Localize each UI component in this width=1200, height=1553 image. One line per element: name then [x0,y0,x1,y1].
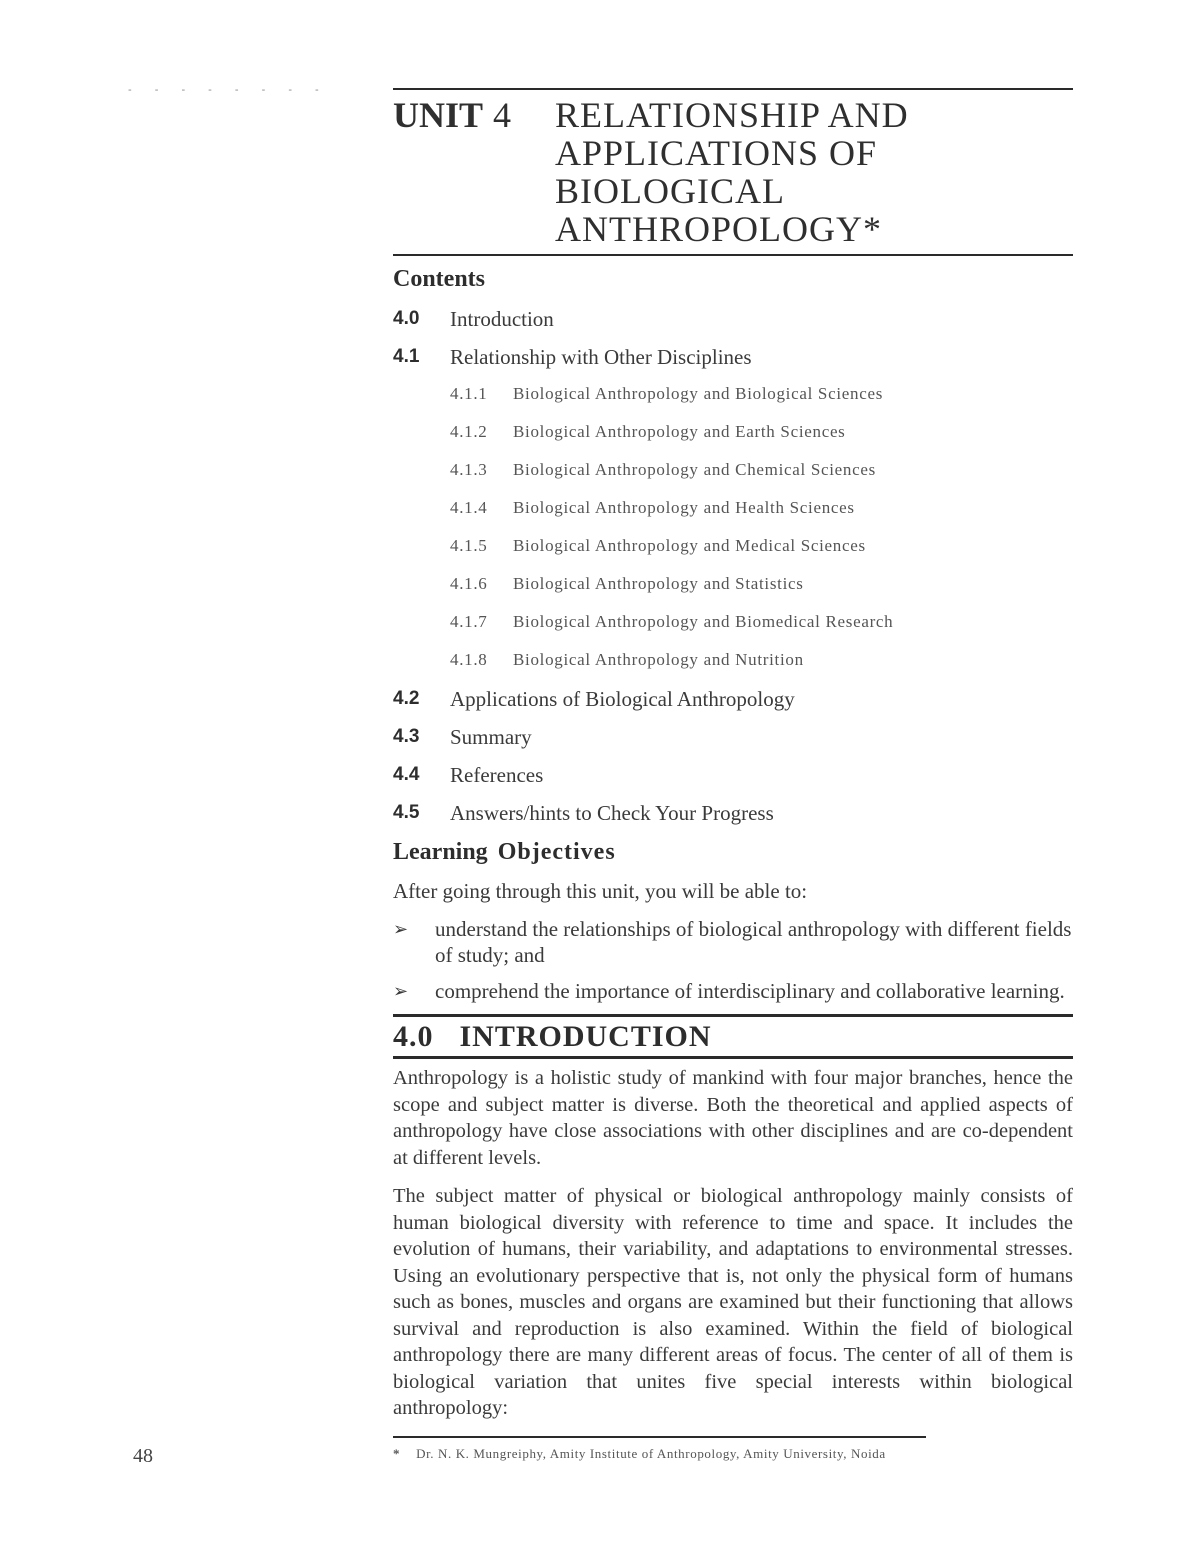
toc-item [393,763,1073,787]
lo-heading-word2: Objectives [497,839,616,865]
toc-item [393,345,1073,369]
objective-bullet [393,916,1073,968]
toc-subitem [450,459,1073,481]
unit-title-line: RELATIONSHIP AND [555,95,909,135]
toc-subitem [450,573,1073,595]
toc-number: 4.3 [393,726,420,747]
toc-text: Applications of Biological Anthropology [450,687,795,711]
toc-text: Relationship with Other Disciplines [450,345,752,369]
footnote-text: Dr. N. K. Mungreiphy, Amity Institute of Anthropology, Amity University, Noida [416,1446,886,1461]
toc-item [393,801,1073,825]
toc-sub-text: Biological Anthropology and Chemical Sciences [513,460,876,479]
objective-text: understand the relationships of biological anthropology with different fields of study; and [435,917,1072,967]
section-title: INTRODUCTION [459,1020,712,1053]
toc-sub-text: Biological Anthropology and Biological Sciences [513,384,884,403]
body-paragraph: Anthropology is a holistic study of mankind with four major branches, hence the scope and subject matter is diverse. Both the theoretical and applied aspects of anthropology have close associations with other disciplines and are co-dependent at different levels. [393,1067,1073,1169]
toc-number: 4.4 [393,764,420,785]
section-heading-introduction [393,1014,1073,1059]
unit-title [555,96,909,248]
toc-sub-number: 4.1.8 [450,650,488,669]
toc-text: Answers/hints to Check Your Progress [450,801,774,825]
toc-text: Introduction [450,307,554,331]
toc-sub-number: 4.1.7 [450,612,488,631]
toc-sub-number: 4.1.3 [450,460,488,479]
objective-text: comprehend the importance of interdisciplinary and collaborative learning. [435,979,1065,1003]
footnote-marker: * [393,1446,401,1461]
unit-title-line: ANTHROPOLOGY* [555,209,882,249]
toc-sub-text: Biological Anthropology and Medical Sciences [513,536,866,555]
learning-objectives-intro: After going through this unit, you will be able to: [393,879,808,903]
toc-sub-text: Biological Anthropology and Health Sciences [513,498,855,517]
toc-sub-number: 4.1.1 [450,384,488,403]
page-number: 48 [133,1445,153,1467]
toc-sub-number: 4.1.5 [450,536,488,555]
toc-item [393,307,1073,331]
toc-subitem [450,535,1073,557]
toc-sub-text: Biological Anthropology and Statistics [513,574,804,593]
lo-heading-word1: Learning [393,839,488,865]
unit-word: UNIT [393,95,484,135]
margin-mark: - - - - - - - - [128,84,329,96]
page-content [393,88,1073,1434]
toc-sub-text: Biological Anthropology and Earth Sciences [513,422,846,441]
footnote [393,1446,886,1462]
toc-subitem [450,421,1073,443]
toc-sub-number: 4.1.6 [450,574,488,593]
unit-title-line: BIOLOGICAL [555,171,785,211]
toc-sub-number: 4.1.4 [450,498,488,517]
toc-subitem [450,611,1073,633]
objective-bullet [393,978,1073,1004]
toc-number: 4.0 [393,308,420,329]
section-number: 4.0 [393,1020,434,1053]
toc-sub-text: Biological Anthropology and Nutrition [513,650,804,669]
arrow-bullet-icon: ➢ [393,919,409,939]
toc-number: 4.2 [393,688,420,709]
footnote-rule [393,1436,926,1438]
unit-title-line: APPLICATIONS OF [555,133,878,173]
toc-text: Summary [450,725,532,749]
toc-sub-number: 4.1.2 [450,422,488,441]
toc-number: 4.1 [393,346,420,367]
toc-sub-text: Biological Anthropology and Biomedical Research [513,612,894,631]
toc-number: 4.5 [393,802,420,823]
toc-subitem [450,497,1073,519]
unit-label [393,96,555,248]
toc-subitem [450,383,1073,405]
learning-objectives-heading [393,839,1073,866]
title-bottom-rule [393,254,1073,256]
arrow-bullet-icon: ➢ [393,981,409,1001]
toc-text: References [450,763,544,787]
unit-title-block [393,90,1073,252]
toc-item [393,725,1073,749]
body-paragraph: The subject matter of physical or biological anthropology mainly consists of human biological diversity with reference to time and space. It includes the evolution of humans, their variability, and adaptations to environmental stresses. Using an evolutionary perspective that is, not only the physical form of humans such as bones, muscles and organs are examined but their functioning that allows survival and reproduction is also examined. Within the field of biological anthropology there are many different areas of focus. The center of all of them is biological variation that unites five special interests within biological anthropology: [393,1185,1073,1419]
contents-heading: Contents [393,266,486,292]
toc-item [393,687,1073,711]
unit-number: 4 [493,95,512,135]
toc-subitem [450,649,1073,671]
